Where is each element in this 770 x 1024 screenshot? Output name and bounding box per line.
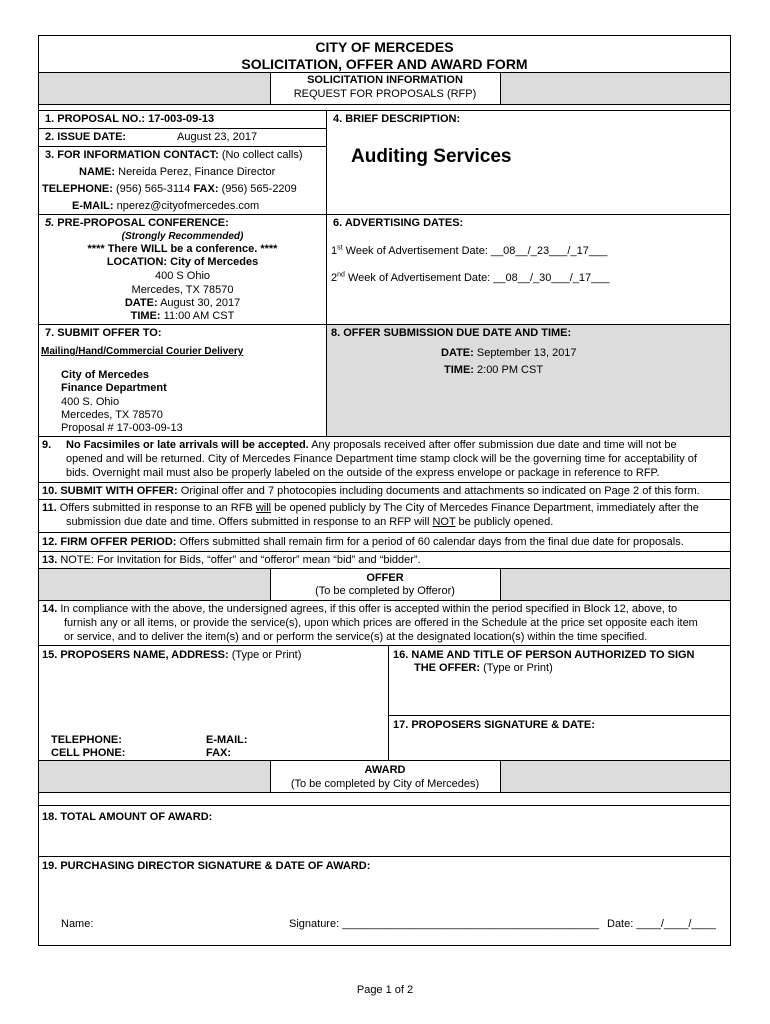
proposer-fax-label: FAX: <box>206 747 232 759</box>
block14-line-3: or service, and to deliver the item(s) and or perform the service(s) at the designated location(s) within the time specified. <box>64 631 648 643</box>
award-signature-line: Signature: __________________________________________ <box>289 918 600 930</box>
conference-address-2: Mercedes, TX 78570 <box>131 284 234 296</box>
block19-label: 19. PURCHASING DIRECTOR SIGNATURE & DATE OF AWARD: <box>42 860 371 872</box>
block14-line-2: furnish any or all items, or provide the service(s), upon which prices are offered in the Schedule at the price set opposite each item <box>64 617 698 629</box>
advertising-date-2: 2nd Week of Advertisement Date: __08__/_30___/_17___ <box>331 271 610 284</box>
award-subheading: (To be completed by City of Mercedes) <box>290 778 480 790</box>
form-title: SOLICITATION, OFFER AND AWARD FORM <box>241 56 528 72</box>
offer-heading: OFFER <box>366 572 404 584</box>
contact-email: E-MAIL: nperez@cityofmercedes.com <box>72 200 260 212</box>
block11-line-2: submission due date and time. Offers submitted in response to an RFP will NOT be publicly opened. <box>66 516 554 528</box>
solicitation-right-shade <box>500 73 730 104</box>
brief-description-label: 4. BRIEF DESCRIPTION: <box>333 113 461 125</box>
conference-date: DATE: August 30, 2017 <box>124 297 241 309</box>
contact-heading: 3. FOR INFORMATION CONTACT: (No collect calls) <box>45 149 303 161</box>
offer-left-shade <box>39 569 270 600</box>
brief-description-value: Auditing Services <box>351 146 512 167</box>
conference-time: TIME: 11:00 AM CST <box>130 310 235 322</box>
award-left-shade <box>39 761 270 792</box>
block9-line-2: opened and will be returned. City of Mercedes Finance Department time stamp clock will be the governing time for acceptability of <box>66 453 697 465</box>
pre-proposal-heading: 5. PRE-PROPOSAL CONFERENCE: <box>45 217 229 229</box>
block10: 10. SUBMIT WITH OFFER: Original offer and 7 photocopies including documents and attachments so indicated on Page 2 of this form. <box>42 485 700 497</box>
due-date-label: 8. OFFER SUBMISSION DUE DATE AND TIME: <box>331 327 572 339</box>
contact-name: NAME: Nereida Perez, Finance Director <box>79 166 276 178</box>
issue-date-value: August 23, 2017 <box>177 131 258 143</box>
proposer-telephone-label: TELEPHONE: <box>51 734 122 746</box>
contact-phone-fax: TELEPHONE: (956) 565-3114 FAX: (956) 565-2209 <box>42 183 297 195</box>
offer-subheading: (To be completed by Offeror) <box>315 585 455 597</box>
solicitation-left-shade <box>39 73 270 104</box>
submit-line-2: Finance Department <box>61 382 167 394</box>
proposer-cell-label: CELL PHONE: <box>51 747 126 759</box>
block8-shade <box>327 325 730 436</box>
block9-line-3: bids. Overnight mail must also be properly labeled on the outside of the express envelope or package in reference to RFP. <box>66 467 660 479</box>
block17-label: 17. PROPOSERS SIGNATURE & DATE: <box>393 719 595 731</box>
solicitation-subheading: REQUEST FOR PROPOSALS (RFP) <box>293 88 477 100</box>
advertising-date-1: 1st Week of Advertisement Date: __08__/_23___/_17___ <box>331 244 608 257</box>
block15-label: 15. PROPOSERS NAME, ADDRESS: (Type or Print) <box>42 649 302 661</box>
advertising-dates-label: 6. ADVERTISING DATES: <box>333 217 464 229</box>
submit-line-5: Proposal # 17-003-09-13 <box>61 422 183 434</box>
proposal-number: 1. PROPOSAL NO.: 17-003-09-13 <box>45 113 215 125</box>
award-name-label: Name: <box>61 918 94 930</box>
solicitation-heading: SOLICITATION INFORMATION <box>307 74 463 86</box>
submit-line-3: 400 S. Ohio <box>61 396 120 408</box>
block18-label: 18. TOTAL AMOUNT OF AWARD: <box>42 811 213 823</box>
offer-right-shade <box>500 569 730 600</box>
block9-line-1: No Facsimiles or late arrivals will be accepted. Any proposals received after offer submission due date and time will not be <box>66 439 677 451</box>
block14-line-1: 14. In compliance with the above, the undersigned agrees, if this offer is accepted within the period specified in Block 12, above, to <box>42 603 678 615</box>
block16-label: 16. NAME AND TITLE OF PERSON AUTHORIZED TO SIGN <box>393 649 695 661</box>
delivery-method: Mailing/Hand/Commercial Courier Delivery <box>41 346 244 357</box>
award-date-line: Date: ____/____/____ <box>607 918 716 930</box>
block16-label-2: THE OFFER: (Type or Print) <box>414 662 553 674</box>
submit-line-4: Mercedes, TX 78570 <box>61 409 163 421</box>
block9-number: 9. <box>42 439 52 451</box>
city-title: CITY OF MERCEDES <box>315 39 454 55</box>
due-time: TIME: 2:00 PM CST <box>444 364 544 376</box>
award-right-shade <box>500 761 730 792</box>
pre-proposal-recommend: (Strongly Recommended) <box>121 231 244 242</box>
conference-address-1: 400 S Ohio <box>154 270 211 282</box>
submit-offer-label: 7. SUBMIT OFFER TO: <box>45 327 162 339</box>
page-number: Page 1 of 2 <box>356 984 414 996</box>
due-date: DATE: September 13, 2017 <box>441 347 577 359</box>
conference-location: LOCATION: City of Mercedes <box>106 256 259 268</box>
issue-date-label: 2. ISSUE DATE: <box>45 131 127 143</box>
block13: 13. NOTE: For Invitation for Bids, “offer” and “offeror” mean “bid” and “bidder”. <box>42 554 421 566</box>
block11-line-1: 11. Offers submitted in response to an RFB will be opened publicly by The City of Mercedes Finance Department, immediately after the <box>42 502 699 514</box>
award-heading: AWARD <box>364 764 406 776</box>
proposer-email-label: E-MAIL: <box>206 734 248 746</box>
submit-line-1: City of Mercedes <box>61 369 150 381</box>
conference-notice: **** There WILL be a conference. **** <box>87 243 278 255</box>
block12: 12. FIRM OFFER PERIOD: Offers submitted shall remain firm for a period of 60 calendar days from the final due date for proposals. <box>42 536 684 548</box>
